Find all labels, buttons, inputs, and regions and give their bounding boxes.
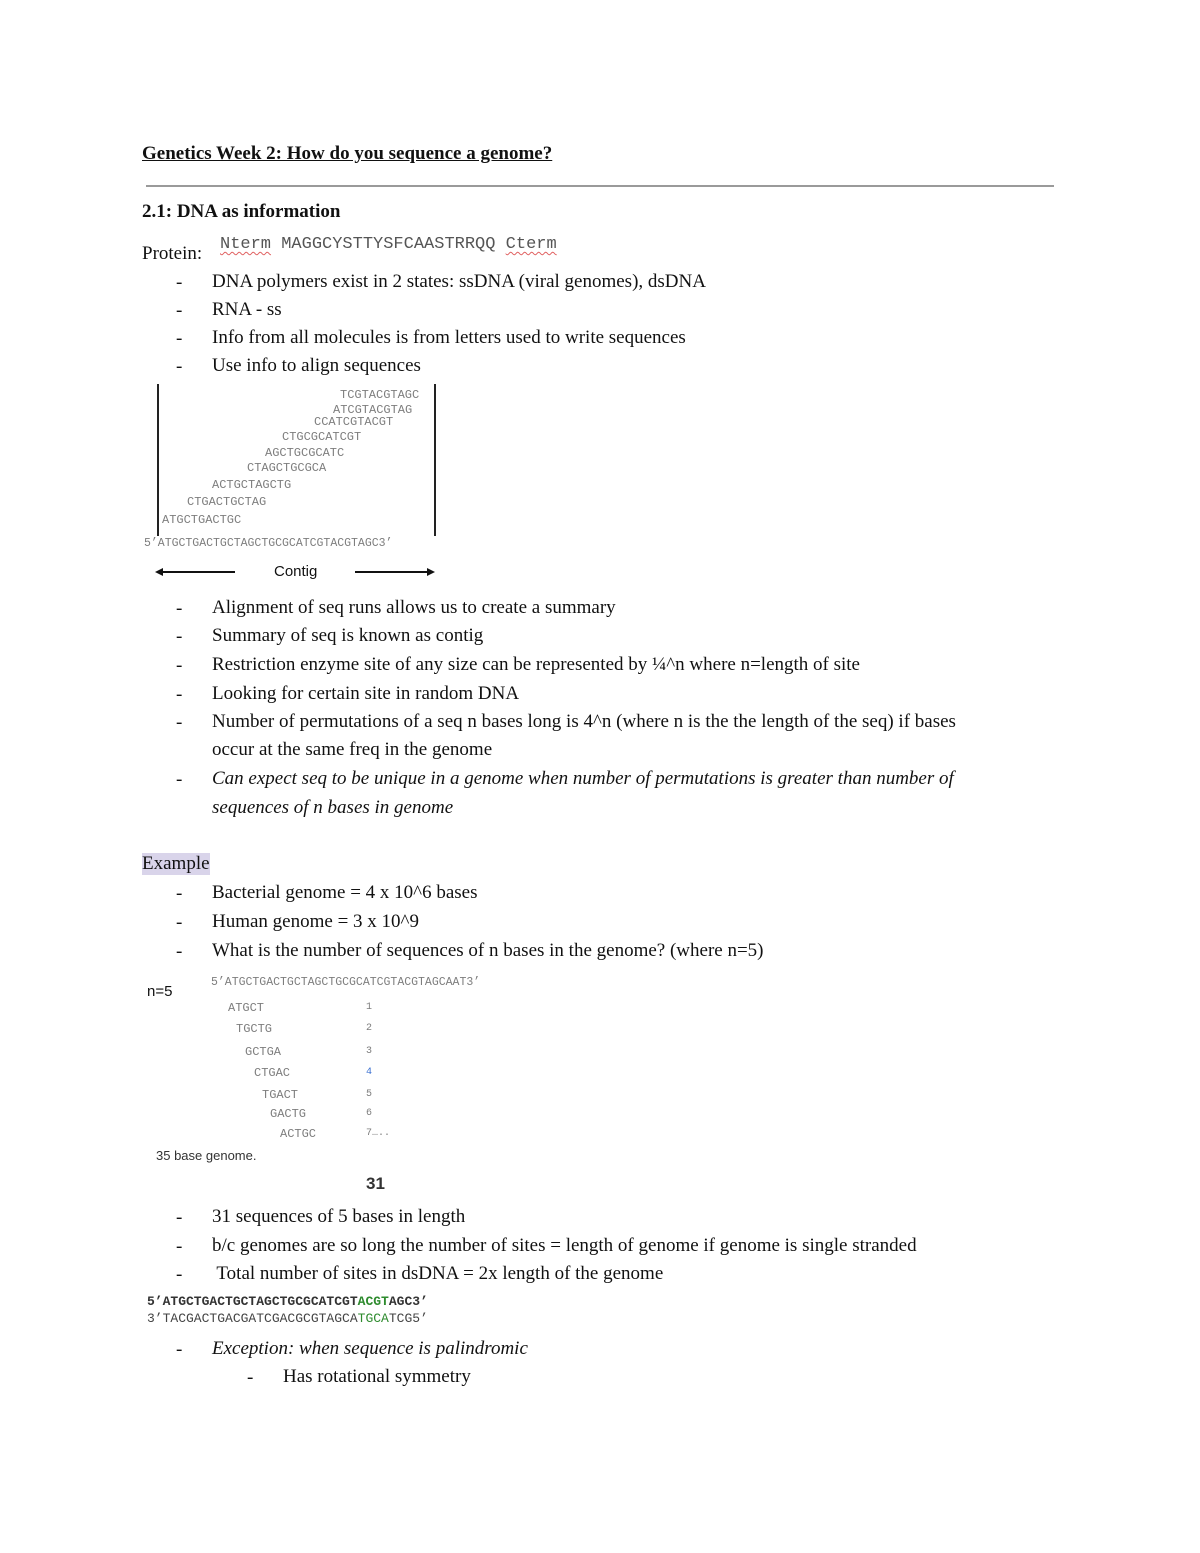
- window-number: 6: [366, 1108, 373, 1119]
- right-arrowhead-icon: [427, 568, 435, 576]
- list-item: Summary of seq is known as contig: [212, 625, 484, 646]
- bullet-dash: -: [176, 272, 183, 293]
- bullet-dash: -: [176, 912, 183, 933]
- bottom-strand-palindrome: TGCA: [357, 1311, 389, 1326]
- contig-right-bar: [434, 384, 436, 536]
- bottom-strand: [147, 1311, 428, 1326]
- bullet-dash: -: [176, 1339, 183, 1360]
- bullet-dash: -: [176, 769, 183, 790]
- section-heading: 2.1: DNA as information: [142, 201, 341, 222]
- list-item: DNA polymers exist in 2 states: ssDNA (viral genomes), dsDNA: [212, 271, 706, 292]
- top-strand-start: 5’ATGCTGACTGCTAGCTGCGCATCGT: [147, 1294, 358, 1309]
- list-item: Bacterial genome = 4 x 10^6 bases: [212, 882, 478, 903]
- example-label: Example: [142, 853, 210, 874]
- window-sequence: CTGAC: [254, 1066, 291, 1080]
- read-sequence: ATGCTGACTGC: [162, 513, 242, 527]
- window-number: 3: [366, 1046, 373, 1057]
- bullet-dash: -: [176, 300, 183, 321]
- window-number: 5: [366, 1089, 373, 1100]
- list-item: RNA - ss: [212, 299, 282, 320]
- result-value: 31: [366, 1174, 385, 1193]
- top-strand-palindrome: ACGT: [357, 1294, 389, 1309]
- protein-label: Protein:: [142, 243, 203, 264]
- list-item: Human genome = 3 x 10^9: [212, 911, 419, 932]
- list-item: Exception: when sequence is palindromic: [212, 1338, 528, 1359]
- bullet-dash: -: [176, 941, 183, 962]
- list-item: Can expect seq to be unique in a genome when number of permutations is greater than number of: [212, 768, 954, 789]
- bullet-dash: -: [176, 626, 183, 647]
- window-sequence: TGACT: [262, 1088, 299, 1102]
- top-strand-end: AGC3’: [388, 1294, 428, 1309]
- list-item: Info from all molecules is from letters used to write sequences: [212, 327, 686, 348]
- bullet-dash: -: [176, 1207, 183, 1228]
- list-item: b/c genomes are so long the number of sites = length of genome if genome is single stranded: [212, 1235, 917, 1256]
- list-item: Use info to align sequences: [212, 355, 421, 376]
- genome-sequence: 5’ATGCTGACTGCTAGCTGCGCATCGTACGTAGCAAT3’: [211, 976, 481, 989]
- list-item: Number of permutations of a seq n bases long is 4^n (where n is the the length of the seq) if bases: [212, 711, 956, 732]
- bullet-dash: -: [176, 684, 183, 705]
- left-arrowhead-icon: [155, 568, 163, 576]
- contig-full-sequence: 5’ATGCTGACTGCTAGCTGCGCATCGTACGTAGC3’: [144, 537, 393, 550]
- list-item-continuation: sequences of n bases in genome: [212, 797, 454, 818]
- bullet-dash: -: [176, 1236, 183, 1257]
- bullet-dash: -: [176, 655, 183, 676]
- bottom-strand-end: TCG5’: [388, 1311, 428, 1326]
- read-sequence: TCGTACGTAGC: [340, 388, 420, 402]
- list-item: 31 sequences of 5 bases in length: [212, 1206, 466, 1227]
- read-sequence: CTGACTGCTAG: [187, 495, 267, 509]
- bottom-strand-start: 3’TACGACTGACGATCGACGCGTAGCA: [147, 1311, 358, 1326]
- sub-list-item: Has rotational symmetry: [283, 1366, 471, 1387]
- window-number: 2: [366, 1023, 373, 1034]
- n-value-label: n=5: [147, 983, 173, 1000]
- window-sequence: ACTGC: [280, 1127, 317, 1141]
- list-item: What is the number of sequences of n bases in the genome? (where n=5): [212, 940, 764, 961]
- read-sequence: ACTGCTAGCTG: [212, 478, 292, 492]
- bullet-dash: -: [176, 883, 183, 904]
- cterm-label: Cterm: [505, 235, 557, 254]
- bullet-dash: -: [176, 328, 183, 349]
- read-sequence: CCATCGTACGT: [314, 415, 394, 429]
- bullet-dash: -: [176, 356, 183, 377]
- horizontal-rule: [146, 185, 1054, 187]
- window-sequence: GACTG: [270, 1107, 307, 1121]
- list-item: Alignment of seq runs allows us to create a summary: [212, 597, 616, 618]
- list-item-continuation: occur at the same freq in the genome: [212, 739, 493, 760]
- protein-residues: MAGGCYSTTYSFCAASTRRQQ: [281, 235, 496, 254]
- window-sequence: ATGCT: [228, 1001, 265, 1015]
- bullet-dash: -: [176, 598, 183, 619]
- window-sequence: TGCTG: [236, 1022, 273, 1036]
- list-item: Restriction enzyme site of any size can be represented by ¼^n where n=length of site: [212, 654, 860, 675]
- list-item: Looking for certain site in random DNA: [212, 683, 520, 704]
- nterm-label: Nterm: [220, 235, 272, 254]
- top-strand: [147, 1294, 428, 1309]
- read-sequence: AGCTGCGCATC: [265, 446, 345, 460]
- bullet-dash: -: [176, 1264, 183, 1285]
- contig-left-bar: [157, 384, 159, 536]
- contig-label: Contig: [274, 563, 318, 580]
- read-sequence: CTGCGCATCGT: [282, 430, 362, 444]
- window-number: 1: [366, 1002, 373, 1013]
- genome-caption: 35 base genome.: [156, 1148, 257, 1163]
- window-sequence: GCTGA: [245, 1045, 282, 1059]
- sub-bullet-dash: -: [247, 1367, 254, 1388]
- page-title: Genetics Week 2: How do you sequence a genome?: [142, 143, 553, 164]
- window-number: 7…..: [366, 1128, 391, 1139]
- list-item: Total number of sites in dsDNA = 2x length of the genome: [212, 1263, 664, 1284]
- read-sequence: CTAGCTGCGCA: [247, 461, 327, 475]
- protein-sequence: [220, 235, 557, 254]
- read-sequence: ATCGTACGTAG: [333, 403, 413, 417]
- window-number: 4: [366, 1067, 373, 1078]
- bullet-dash: -: [176, 712, 183, 733]
